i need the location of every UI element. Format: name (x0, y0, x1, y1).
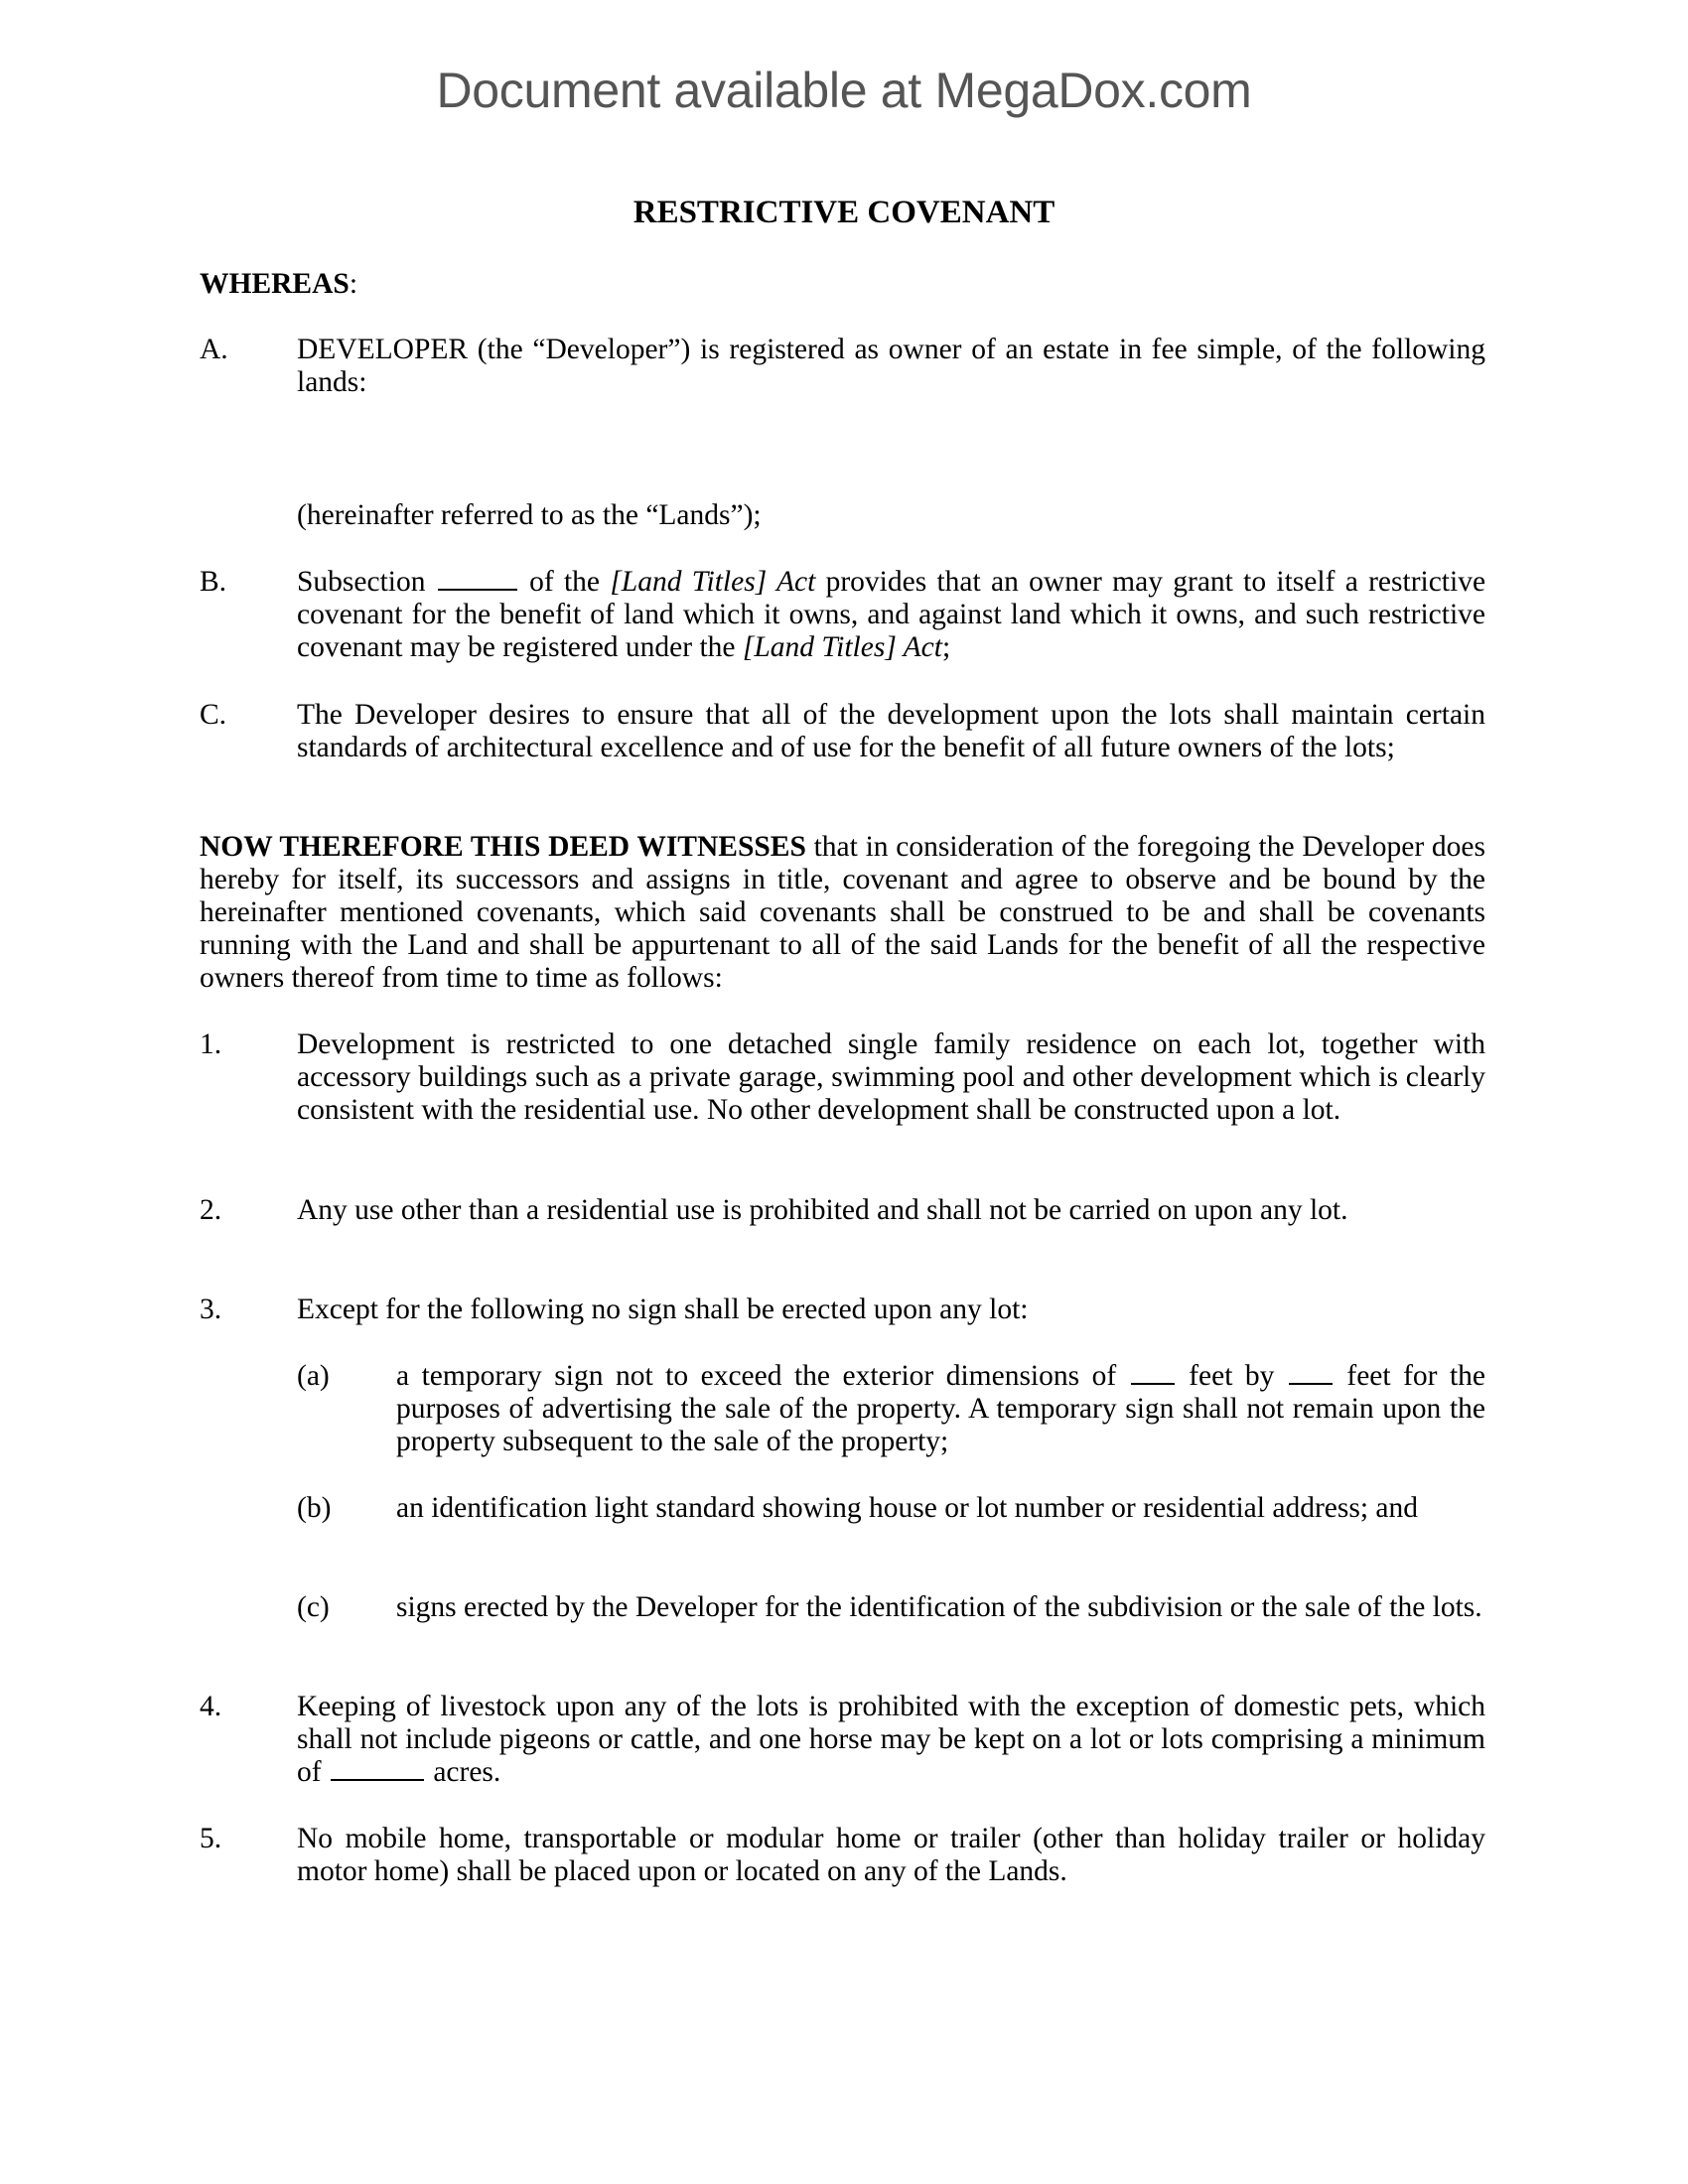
covenant-3-marker: 3. (200, 1294, 222, 1325)
covenant-4-marker: 4. (200, 1691, 222, 1722)
whereas-heading (200, 268, 1485, 301)
recital-a-lands-definition (200, 499, 1485, 532)
recital-b-part2: of the (529, 566, 601, 598)
covenant-1 (200, 1028, 1485, 1127)
recital-b-content (297, 566, 1485, 664)
sub-c-marker: (c) (297, 1591, 330, 1623)
now-therefore-text: that in consideration of the foregoing the Developer does hereby for itself, its successors and assigns in title, covenant and agree to observe and be bound by the hereinafter mentioned covenants, which said covenants shall be construed to be and shall be covenants running with the Land and shall be appurtenant to all of the said Lands for the benefit of all the respective owners thereof from time to time as follows: (200, 831, 1485, 994)
recital-b-marker: B. (200, 566, 227, 598)
whereas-colon: : (349, 268, 358, 300)
recital-a (200, 334, 1485, 399)
sub-a-content (396, 1360, 1485, 1458)
covenant-3-sub-c (297, 1591, 1485, 1624)
recital-b-act1: [Land Titles] Act (610, 566, 816, 598)
covenant-5-text: No mobile home, transportable or modular home or trailer (other than holiday trailer or holiday motor home) shall be placed upon or located on any of the Lands. (297, 1823, 1485, 1887)
document-title: RESTRICTIVE COVENANT (633, 195, 1055, 230)
acres-blank[interactable] (331, 1757, 424, 1781)
covenant-4-content (297, 1691, 1485, 1789)
recital-b-part3: provides that an owner may grant to itself a restrictive covenant for the benefit of land which it owns, and against land which it owns, and such restrictive covenant may be registered under the (297, 566, 1486, 663)
covenant-4-part1: Keeping of livestock upon any of the lots is prohibited with the exception of domestic pets, which shall not include pigeons or cattle, and one horse may be kept on a lot or lots comprising a minimum of (297, 1691, 1485, 1788)
sub-a-part1: a temporary sign not to exceed the exterior dimensions of (396, 1360, 1117, 1392)
sign-height-blank[interactable] (1289, 1361, 1333, 1385)
recital-b-part1: Subsection (297, 566, 426, 598)
sub-b-marker: (b) (297, 1492, 332, 1524)
covenant-3-text: Except for the following no sign shall be erected upon any lot: (297, 1294, 1029, 1325)
recital-b-act2: [Land Titles] Act (742, 631, 942, 663)
subsection-blank[interactable] (438, 567, 517, 591)
sub-a-part2: feet by (1189, 1360, 1275, 1392)
whereas-label: WHEREAS (200, 268, 350, 300)
covenant-1-marker: 1. (200, 1028, 222, 1060)
sub-a-marker: (a) (297, 1360, 330, 1392)
recital-c-text: The Developer desires to ensure that all of the development upon the lots shall maintain certain standards of architectural excellence and of use for the benefit of all future owners of the lots; (297, 699, 1485, 763)
covenant-3-sub-b (297, 1492, 1485, 1525)
watermark-banner: Document available at MegaDox.com (436, 63, 1252, 118)
covenant-2-marker: 2. (200, 1194, 222, 1226)
covenant-5-marker: 5. (200, 1823, 222, 1854)
covenant-2-text: Any use other than a residential use is prohibited and shall not be carried on upon any lot. (297, 1194, 1348, 1226)
now-therefore-bold: NOW THEREFORE THIS DEED WITNESSES (200, 831, 806, 863)
now-therefore-paragraph (200, 831, 1485, 995)
covenant-1-text: Development is restricted to one detached single family residence on each lot, together with accessory buildings such as a private garage, swimming pool and other development which is clearly consistent with the residential use. No other development shall be constructed upon a lot. (297, 1028, 1485, 1126)
covenant-3 (200, 1294, 1485, 1326)
recital-a-marker: A. (200, 334, 228, 365)
covenant-2 (200, 1194, 1485, 1227)
recital-a-text: DEVELOPER (the “Developer”) is registered as owner of an estate in fee simple, of the following lands: (297, 334, 1485, 398)
sub-c-text: signs erected by the Developer for the identification of the subdivision or the sale of the lots. (396, 1591, 1482, 1623)
sub-a-part3: feet for the purposes of advertising the sale of the property. A temporary sign shall not remain upon the property subsequent to the sale of the property; (396, 1360, 1486, 1457)
covenant-3-sub-a (297, 1360, 1485, 1458)
recital-b (200, 566, 1485, 664)
covenant-4 (200, 1691, 1485, 1789)
recital-b-part4: ; (941, 631, 951, 663)
recital-c (200, 699, 1485, 764)
sign-width-blank[interactable] (1131, 1361, 1175, 1385)
covenant-4-part2: acres. (433, 1756, 501, 1788)
recital-a-after-text: (hereinafter referred to as the “Lands”); (297, 499, 762, 531)
recital-c-marker: C. (200, 699, 227, 731)
covenant-5 (200, 1823, 1485, 1888)
sub-b-text: an identification light standard showing house or lot number or residential address; and (396, 1492, 1418, 1524)
